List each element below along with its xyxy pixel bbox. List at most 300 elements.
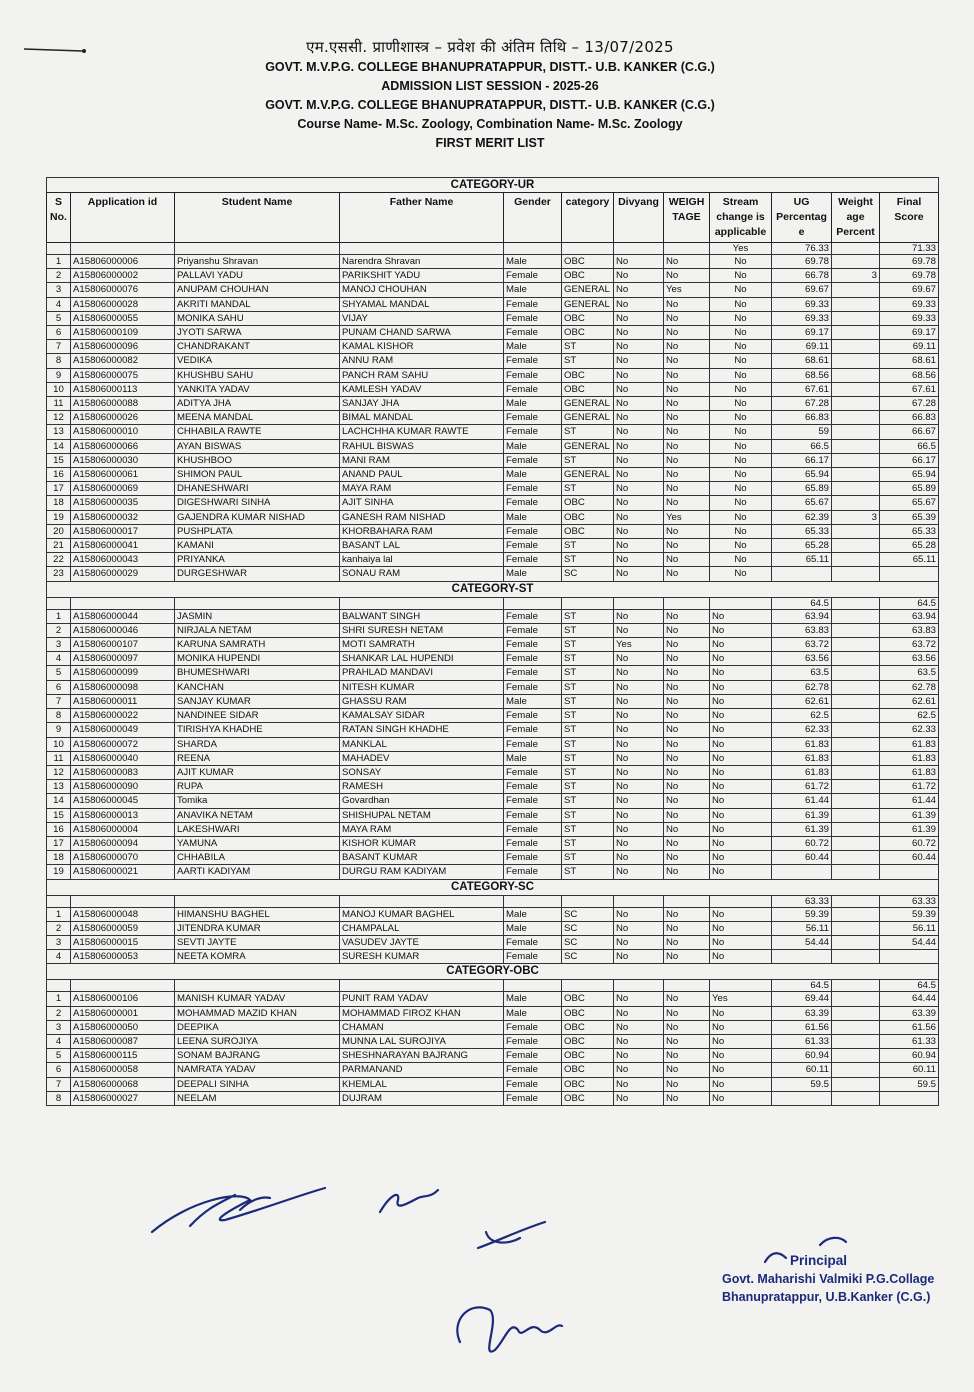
cell-sno: 1 xyxy=(47,907,71,921)
top-stream-change xyxy=(710,980,772,992)
cell-final-score: 62.61 xyxy=(880,694,939,708)
cell-stream-change: No xyxy=(710,255,772,269)
cell-student-name: SHARDA xyxy=(175,737,340,751)
cell-stream-change: No xyxy=(710,297,772,311)
cell-weightage: No xyxy=(664,269,710,283)
cell-student-name: ANUPAM CHOUHAN xyxy=(175,283,340,297)
cell-weightage: No xyxy=(664,368,710,382)
cell-ug-percentage: 69.11 xyxy=(772,340,832,354)
cell-app-id: A15806000068 xyxy=(71,1077,175,1091)
cell-weightage-percent xyxy=(832,652,880,666)
cell-divyang: No xyxy=(614,694,664,708)
cell-weightage-percent xyxy=(832,1034,880,1048)
cell-gender: Female xyxy=(504,623,562,637)
cell-father-name: GHASSU RAM xyxy=(340,694,504,708)
cell-student-name: GAJENDRA KUMAR NISHAD xyxy=(175,510,340,524)
top-weightage xyxy=(664,895,710,907)
cell-gender: Female xyxy=(504,723,562,737)
cell-stream-change: No xyxy=(710,567,772,581)
table-row xyxy=(47,340,939,354)
cell-stream-change: No xyxy=(710,425,772,439)
hindi-title: एम.एससी. प्राणीशास्त्र – प्रवेश की अंतिम तिथि – 13/07/2025 xyxy=(306,38,674,56)
cell-sno: 18 xyxy=(47,851,71,865)
cell-ug-percentage: 63.5 xyxy=(772,666,832,680)
cell-student-name: Priyanshu Shravan xyxy=(175,255,340,269)
cell-sno: 16 xyxy=(47,822,71,836)
cell-weightage-percent xyxy=(832,765,880,779)
cell-weightage: No xyxy=(664,851,710,865)
cell-gender: Female xyxy=(504,737,562,751)
cell-ug-percentage: 61.56 xyxy=(772,1020,832,1034)
cell-ug-percentage: 69.33 xyxy=(772,311,832,325)
cell-stream-change: No xyxy=(710,439,772,453)
cell-weightage: No xyxy=(664,453,710,467)
cell-stream-change: No xyxy=(710,907,772,921)
cell-category: ST xyxy=(562,709,614,723)
cell-final-score xyxy=(880,1091,939,1105)
cell-weightage-percent xyxy=(832,539,880,553)
cell-category: ST xyxy=(562,780,614,794)
cell-final-score: 69.78 xyxy=(880,269,939,283)
cell-category: OBC xyxy=(562,1091,614,1105)
cell-ug-percentage: 65.33 xyxy=(772,524,832,538)
cell-ug-percentage: 62.39 xyxy=(772,510,832,524)
list-name: FIRST MERIT LIST xyxy=(435,136,545,150)
cell-stream-change: No xyxy=(710,340,772,354)
cell-divyang: No xyxy=(614,269,664,283)
cell-app-id: A15806000076 xyxy=(71,283,175,297)
cell-category: OBC xyxy=(562,496,614,510)
cell-gender: Male xyxy=(504,921,562,935)
cell-divyang: No xyxy=(614,822,664,836)
cell-ug-percentage: 67.28 xyxy=(772,397,832,411)
cell-weightage: No xyxy=(664,539,710,553)
cell-sno: 3 xyxy=(47,1020,71,1034)
cell-father-name: RATAN SINGH KHADHE xyxy=(340,723,504,737)
cell-app-id: A15806000075 xyxy=(71,368,175,382)
column-header-row xyxy=(47,193,939,243)
cell-final-score: 60.72 xyxy=(880,836,939,850)
cell-divyang: No xyxy=(614,283,664,297)
cell-stream-change: No xyxy=(710,751,772,765)
cell-category: ST xyxy=(562,609,614,623)
top-app-id xyxy=(71,597,175,609)
cell-student-name: KHUSHBU SAHU xyxy=(175,368,340,382)
cell-weightage: No xyxy=(664,709,710,723)
cell-app-id: A15806000044 xyxy=(71,609,175,623)
cell-ug-percentage: 66.17 xyxy=(772,453,832,467)
cell-category: GENERAL xyxy=(562,297,614,311)
cell-category: OBC xyxy=(562,992,614,1006)
cell-final-score: 60.94 xyxy=(880,1049,939,1063)
cell-weightage: No xyxy=(664,1063,710,1077)
cell-weightage: No xyxy=(664,567,710,581)
cell-final-score: 69.33 xyxy=(880,297,939,311)
cell-sno: 13 xyxy=(47,780,71,794)
cell-weightage: No xyxy=(664,1077,710,1091)
cell-final-score: 68.61 xyxy=(880,354,939,368)
cell-app-id: A15806000040 xyxy=(71,751,175,765)
cell-ug-percentage: 59.5 xyxy=(772,1077,832,1091)
cell-app-id: A15806000050 xyxy=(71,1020,175,1034)
cell-category: ST xyxy=(562,652,614,666)
top-weightage xyxy=(664,980,710,992)
cell-gender: Female xyxy=(504,1034,562,1048)
cell-category: ST xyxy=(562,539,614,553)
cell-weightage: No xyxy=(664,836,710,850)
cell-divyang: No xyxy=(614,425,664,439)
cell-divyang: No xyxy=(614,1020,664,1034)
table-row xyxy=(47,453,939,467)
cell-sno: 14 xyxy=(47,794,71,808)
cell-app-id: A15806000055 xyxy=(71,311,175,325)
table-row xyxy=(47,652,939,666)
top-divyang xyxy=(614,597,664,609)
cell-weightage: No xyxy=(664,935,710,949)
cell-father-name: SURESH KUMAR xyxy=(340,950,504,964)
cell-student-name: KHUSHBOO xyxy=(175,453,340,467)
cell-app-id: A15806000088 xyxy=(71,397,175,411)
cell-sno: 6 xyxy=(47,1063,71,1077)
cell-stream-change: No xyxy=(710,326,772,340)
cell-category: GENERAL xyxy=(562,439,614,453)
cell-sno: 13 xyxy=(47,425,71,439)
cell-final-score: 61.33 xyxy=(880,1034,939,1048)
cell-app-id: A15806000090 xyxy=(71,780,175,794)
cell-weightage: No xyxy=(664,652,710,666)
top-app-id xyxy=(71,895,175,907)
cell-divyang: No xyxy=(614,553,664,567)
cell-student-name: Tomika xyxy=(175,794,340,808)
category-heading-row xyxy=(47,879,939,895)
cell-father-name: PUNIT RAM YADAV xyxy=(340,992,504,1006)
cell-gender: Female xyxy=(504,1020,562,1034)
cell-gender: Male xyxy=(504,694,562,708)
cell-category: SC xyxy=(562,907,614,921)
cell-app-id: A15806000096 xyxy=(71,340,175,354)
cell-gender: Female xyxy=(504,666,562,680)
cell-weightage-percent xyxy=(832,453,880,467)
cell-sno: 4 xyxy=(47,950,71,964)
cell-student-name: PUSHPLATA xyxy=(175,524,340,538)
cell-divyang: No xyxy=(614,524,664,538)
cell-weightage: No xyxy=(664,794,710,808)
col-divyang: Divyang xyxy=(614,193,664,243)
cell-divyang: No xyxy=(614,1006,664,1020)
cell-divyang: No xyxy=(614,1063,664,1077)
cell-gender: Female xyxy=(504,1091,562,1105)
principal-title: Principal xyxy=(790,1253,848,1268)
cell-gender: Male xyxy=(504,255,562,269)
cell-student-name: KARUNA SAMRATH xyxy=(175,638,340,652)
cell-weightage-percent xyxy=(832,794,880,808)
cell-stream-change: No xyxy=(710,1063,772,1077)
cell-weightage-percent xyxy=(832,751,880,765)
cell-weightage-percent xyxy=(832,425,880,439)
cell-divyang: No xyxy=(614,921,664,935)
cell-ug-percentage: 61.33 xyxy=(772,1034,832,1048)
cell-gender: Female xyxy=(504,269,562,283)
cell-sno: 4 xyxy=(47,1034,71,1048)
college-name: GOVT. M.V.P.G. COLLEGE BHANUPRATAPPUR, DISTT.- U.B. KANKER (C.G.) xyxy=(265,60,715,74)
cell-category: ST xyxy=(562,623,614,637)
cell-ug-percentage: 69.44 xyxy=(772,992,832,1006)
cell-student-name: DHANESHWARI xyxy=(175,482,340,496)
cell-app-id: A15806000032 xyxy=(71,510,175,524)
cell-weightage-percent xyxy=(832,283,880,297)
category-heading-row xyxy=(47,964,939,980)
cell-divyang: No xyxy=(614,453,664,467)
cell-final-score: 67.28 xyxy=(880,397,939,411)
cell-weightage-percent xyxy=(832,411,880,425)
cell-app-id: A15806000094 xyxy=(71,836,175,850)
cell-weightage: No xyxy=(664,666,710,680)
cell-stream-change: No xyxy=(710,836,772,850)
cell-ug-percentage: 69.33 xyxy=(772,297,832,311)
cell-student-name: YANKITA YADAV xyxy=(175,382,340,396)
col-student-name: Student Name xyxy=(175,193,340,243)
cell-final-score: 69.11 xyxy=(880,340,939,354)
cell-category: ST xyxy=(562,680,614,694)
cell-divyang: No xyxy=(614,1049,664,1063)
cell-student-name: AJIT KUMAR xyxy=(175,765,340,779)
cell-ug-percentage: 62.33 xyxy=(772,723,832,737)
cell-sno: 4 xyxy=(47,297,71,311)
cell-gender: Female xyxy=(504,354,562,368)
cell-weightage-percent xyxy=(832,950,880,964)
cell-ug-percentage: 69.78 xyxy=(772,255,832,269)
cell-weightage: No xyxy=(664,311,710,325)
cell-ug-percentage: 68.56 xyxy=(772,368,832,382)
cell-divyang: No xyxy=(614,609,664,623)
cell-weightage: No xyxy=(664,382,710,396)
cell-divyang: No xyxy=(614,496,664,510)
cell-weightage-percent xyxy=(832,992,880,1006)
cell-ug-percentage: 63.72 xyxy=(772,638,832,652)
merit-table-body xyxy=(47,243,939,1106)
table-row xyxy=(47,723,939,737)
cell-app-id: A15806000082 xyxy=(71,354,175,368)
cell-ug-percentage: 65.11 xyxy=(772,553,832,567)
cell-weightage: No xyxy=(664,1091,710,1105)
cell-app-id: A15806000004 xyxy=(71,822,175,836)
cell-stream-change: No xyxy=(710,524,772,538)
cell-final-score: 61.39 xyxy=(880,822,939,836)
cell-weightage: No xyxy=(664,751,710,765)
cell-weightage: No xyxy=(664,1049,710,1063)
cell-divyang: No xyxy=(614,808,664,822)
cell-final-score: 60.44 xyxy=(880,851,939,865)
cell-gender: Female xyxy=(504,411,562,425)
cell-student-name: DEEPIKA xyxy=(175,1020,340,1034)
cell-gender: Female xyxy=(504,539,562,553)
table-row xyxy=(47,765,939,779)
cell-ug-percentage: 69.17 xyxy=(772,326,832,340)
cell-gender: Female xyxy=(504,453,562,467)
cell-gender: Male xyxy=(504,283,562,297)
cell-category: SC xyxy=(562,921,614,935)
cell-ug-percentage: 61.44 xyxy=(772,794,832,808)
cell-weightage-percent xyxy=(832,496,880,510)
cell-gender: Female xyxy=(504,326,562,340)
cell-stream-change: No xyxy=(710,638,772,652)
cell-stream-change: No xyxy=(710,539,772,553)
table-row xyxy=(47,1091,939,1105)
cell-sno: 8 xyxy=(47,709,71,723)
cell-student-name: TIRISHYA KHADHE xyxy=(175,723,340,737)
cell-weightage-percent xyxy=(832,851,880,865)
cell-category: OBC xyxy=(562,1049,614,1063)
cell-stream-change: Yes xyxy=(710,992,772,1006)
top-category xyxy=(562,243,614,255)
cell-ug-percentage: 60.44 xyxy=(772,851,832,865)
cell-sno: 2 xyxy=(47,269,71,283)
cell-final-score: 63.39 xyxy=(880,1006,939,1020)
cell-weightage: No xyxy=(664,326,710,340)
cell-gender: Male xyxy=(504,340,562,354)
cell-divyang: No xyxy=(614,836,664,850)
cell-stream-change: No xyxy=(710,680,772,694)
cell-weightage: No xyxy=(664,780,710,794)
cell-weightage-percent xyxy=(832,680,880,694)
table-row xyxy=(47,935,939,949)
cell-app-id: A15806000087 xyxy=(71,1034,175,1048)
cell-ug-percentage: 63.94 xyxy=(772,609,832,623)
cell-divyang: No xyxy=(614,723,664,737)
cell-sno: 18 xyxy=(47,496,71,510)
cell-sno: 17 xyxy=(47,482,71,496)
cell-weightage: No xyxy=(664,468,710,482)
cell-father-name: NITESH KUMAR xyxy=(340,680,504,694)
cell-final-score: 69.17 xyxy=(880,326,939,340)
cell-stream-change: No xyxy=(710,510,772,524)
table-row xyxy=(47,510,939,524)
cell-category: ST xyxy=(562,794,614,808)
cell-divyang: No xyxy=(614,794,664,808)
cell-weightage: No xyxy=(664,638,710,652)
cell-father-name: Govardhan xyxy=(340,794,504,808)
cell-app-id: A15806000066 xyxy=(71,439,175,453)
cell-sno: 20 xyxy=(47,524,71,538)
cell-father-name: PANCH RAM SAHU xyxy=(340,368,504,382)
cell-weightage: No xyxy=(664,496,710,510)
cell-app-id: A15806000011 xyxy=(71,694,175,708)
cell-weightage-percent xyxy=(832,935,880,949)
cell-app-id: A15806000106 xyxy=(71,992,175,1006)
cell-gender: Male xyxy=(504,397,562,411)
cell-student-name: PALLAVI YADU xyxy=(175,269,340,283)
cell-gender: Female xyxy=(504,780,562,794)
cell-father-name: CHAMAN xyxy=(340,1020,504,1034)
cell-ug-percentage: 61.83 xyxy=(772,737,832,751)
cell-father-name: Narendra Shravan xyxy=(340,255,504,269)
cell-stream-change: No xyxy=(710,865,772,879)
cell-ug-percentage: 60.72 xyxy=(772,836,832,850)
cell-student-name: AYAN BISWAS xyxy=(175,439,340,453)
cell-divyang: No xyxy=(614,680,664,694)
cell-final-score: 66.83 xyxy=(880,411,939,425)
cell-gender: Female xyxy=(504,1077,562,1091)
cell-weightage: No xyxy=(664,397,710,411)
cell-sno: 10 xyxy=(47,737,71,751)
top-sno xyxy=(47,895,71,907)
col-sno: S No. xyxy=(47,193,71,243)
cell-weightage-percent xyxy=(832,567,880,581)
cell-sno: 2 xyxy=(47,921,71,935)
cell-student-name: SEVTI JAYTE xyxy=(175,935,340,949)
top-sno xyxy=(47,980,71,992)
cell-final-score: 61.83 xyxy=(880,737,939,751)
cell-weightage-percent xyxy=(832,666,880,680)
cell-final-score: 65.11 xyxy=(880,553,939,567)
cell-app-id: A15806000021 xyxy=(71,865,175,879)
cell-gender: Male xyxy=(504,751,562,765)
cell-father-name: SONAU RAM xyxy=(340,567,504,581)
table-row xyxy=(47,425,939,439)
cell-gender: Female xyxy=(504,553,562,567)
top-sno xyxy=(47,243,71,255)
cell-student-name: LEENA SUROJIYA xyxy=(175,1034,340,1048)
cell-stream-change: No xyxy=(710,1034,772,1048)
cell-weightage: No xyxy=(664,694,710,708)
cell-divyang: No xyxy=(614,382,664,396)
cell-divyang: No xyxy=(614,439,664,453)
cell-category: GENERAL xyxy=(562,397,614,411)
cell-divyang: No xyxy=(614,907,664,921)
table-row xyxy=(47,1034,939,1048)
table-row xyxy=(47,439,939,453)
cell-sno: 5 xyxy=(47,311,71,325)
cell-final-score: 61.83 xyxy=(880,765,939,779)
table-row xyxy=(47,411,939,425)
cell-weightage-percent xyxy=(832,1077,880,1091)
cell-category: ST xyxy=(562,425,614,439)
cell-category: ST xyxy=(562,822,614,836)
cell-father-name: ANAND PAUL xyxy=(340,468,504,482)
cell-weightage-percent xyxy=(832,1063,880,1077)
top-father-name xyxy=(340,243,504,255)
signature-1 xyxy=(152,1188,325,1232)
table-row xyxy=(47,382,939,396)
cell-category: GENERAL xyxy=(562,411,614,425)
cell-sno: 4 xyxy=(47,652,71,666)
cell-final-score: 61.72 xyxy=(880,780,939,794)
cell-final-score: 65.33 xyxy=(880,524,939,538)
cell-category: OBC xyxy=(562,1020,614,1034)
cell-student-name: NEELAM xyxy=(175,1091,340,1105)
cell-stream-change: No xyxy=(710,694,772,708)
cell-father-name: MAHADEV xyxy=(340,751,504,765)
cell-divyang: No xyxy=(614,709,664,723)
top-category xyxy=(562,895,614,907)
cell-student-name: KAMANI xyxy=(175,539,340,553)
table-row xyxy=(47,638,939,652)
cell-stream-change: No xyxy=(710,780,772,794)
cell-sno: 11 xyxy=(47,397,71,411)
cell-gender: Male xyxy=(504,992,562,1006)
cell-divyang: No xyxy=(614,1077,664,1091)
table-row xyxy=(47,255,939,269)
cell-student-name: PRIYANKA xyxy=(175,553,340,567)
cell-father-name: KHORBAHARA RAM xyxy=(340,524,504,538)
table-row xyxy=(47,950,939,964)
cell-stream-change: No xyxy=(710,666,772,680)
cell-weightage: No xyxy=(664,737,710,751)
cell-father-name: VASUDEV JAYTE xyxy=(340,935,504,949)
cell-weightage: No xyxy=(664,992,710,1006)
cell-student-name: JYOTI SARWA xyxy=(175,326,340,340)
cell-student-name: ANAVIKA NETAM xyxy=(175,808,340,822)
